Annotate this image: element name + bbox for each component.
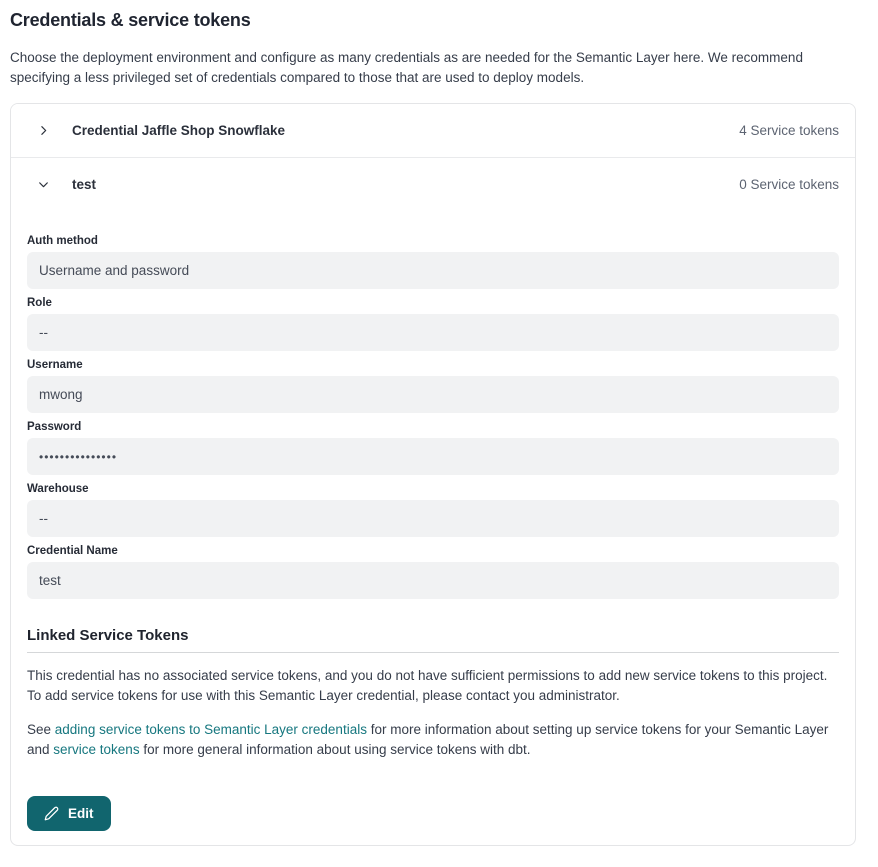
credentials-card [10,103,856,846]
semantic-layer-credentials-link[interactable]: adding service tokens to Semantic Layer credentials [54,722,367,737]
warehouse-input[interactable]: -- [27,500,839,537]
chevron-down-icon [37,178,50,191]
password-label: Password [27,421,82,433]
edit-button-label: Edit [68,806,94,821]
role-label: Role [27,297,52,309]
credential-name-input[interactable]: test [27,562,839,599]
chevron-right-icon [37,124,50,137]
username-input[interactable]: mwong [27,376,839,413]
linked-service-tokens-heading: Linked Service Tokens [27,627,189,644]
credential-name: Credential Jaffle Shop Snowflake [72,123,286,138]
warehouse-field-group [27,483,839,537]
page-title: Credentials & service tokens [10,10,251,30]
password-field-group [27,421,839,475]
page-description: Choose the deployment environment and configure as many credentials as are needed for the Semantic Layer here. We recommend specifying a less privileged set of credentials compared to those that are used to deploy models. [10,50,803,85]
pencil-icon [44,806,59,821]
service-tokens-count: 0 Service tokens [739,177,839,192]
username-field-group [27,359,839,413]
auth-method-label: Auth method [27,235,98,247]
no-tokens-message: This credential has no associated service tokens, and you do not have sufficient permissions to add new service tokens to this project. To add service tokens for use with this Semantic Layer credential, please contact you administrator. [27,668,828,703]
password-input[interactable]: ••••••••••••••• [27,438,839,475]
credential-name: test [72,177,97,192]
credential-name-field-group [27,545,839,599]
help-text-suffix: for more general information about using service tokens with dbt. [139,742,531,757]
edit-button[interactable] [27,796,111,831]
role-field-group [27,297,839,351]
credential-row-test[interactable] [11,157,855,211]
credential-row-jaffle-shop[interactable] [11,104,855,157]
section-divider [27,652,839,653]
credential-name-label: Credential Name [27,545,118,557]
credential-detail-panel [11,211,855,845]
help-text-middle: for more information about setting up service tokens for your Semantic Layer and [27,722,829,757]
service-tokens-link[interactable]: service tokens [53,742,140,757]
tokens-help-text [27,720,839,760]
service-tokens-count: 4 Service tokens [739,123,839,138]
auth-method-field-group [27,235,839,289]
role-input[interactable]: -- [27,314,839,351]
help-text-prefix: See [27,722,55,737]
username-label: Username [27,359,83,371]
warehouse-label: Warehouse [27,483,89,495]
auth-method-input[interactable]: Username and password [27,252,839,289]
